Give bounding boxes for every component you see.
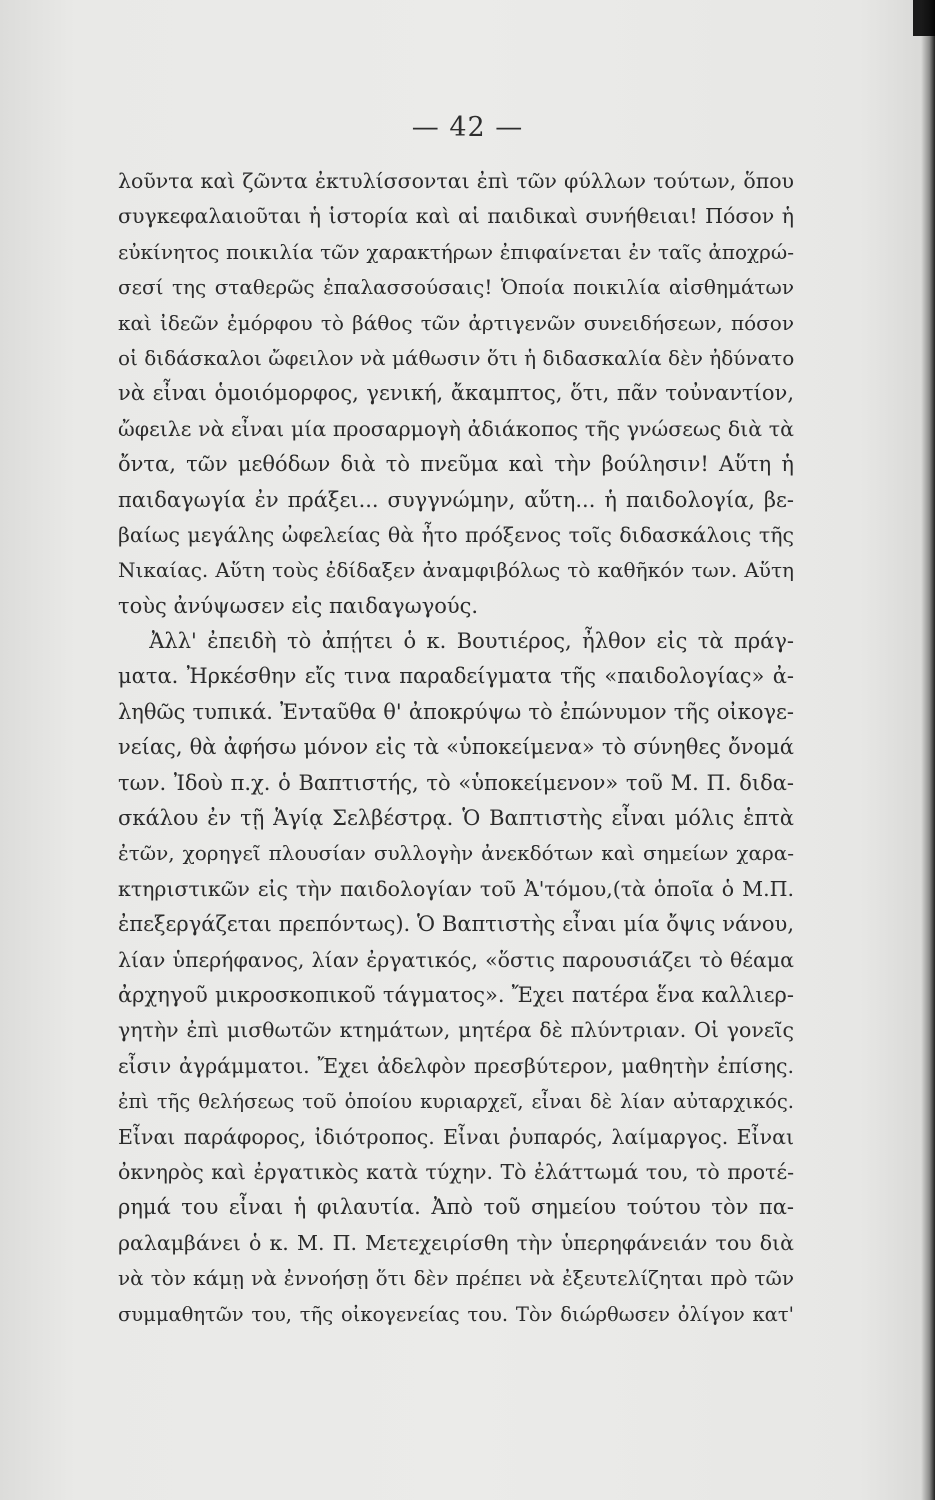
text-line: ἀρχηγοῦ μικροσκοπικοῦ τάγματος». Ἔχει πατέρα ἕνα καλλιερ- bbox=[118, 982, 794, 1007]
text-line: παιδαγωγία ἐν πράξει... συγγνώμην, αὕτη... ἡ παιδολογία, βε- bbox=[118, 487, 794, 512]
text-line: γητὴν ἐπὶ μισθωτῶν κτημάτων, μητέρα δὲ πλύντριαν. Οἱ γονεῖς bbox=[118, 1018, 794, 1043]
text-line: των. Ἰδοὺ π.χ. ὁ Βαπτιστής, τὸ «ὑποκείμενον» τοῦ Μ. Π. διδα- bbox=[118, 770, 794, 795]
text-line: οἱ διδάσκαλοι ὤφειλον νὰ μάθωσιν ὅτι ἡ διδασκαλία δὲν ἠδύνατο bbox=[118, 345, 794, 370]
text-line: λοῦντα καὶ ζῶντα ἐκτυλίσσονται ἐπὶ τῶν φύλλων τούτων, ὅπου bbox=[118, 169, 794, 193]
text-line: ματα. Ἠρκέσθην εἴς τινα παραδείγματα τῆς «παιδολογίας» ἀ- bbox=[118, 664, 794, 689]
text-line: εἶσιν ἀγράμματοι. Ἔχει ἀδελφὸν πρεσβύτερον, μαθητὴν ἐπίσης. bbox=[118, 1053, 794, 1078]
text-line: Νικαίας. Αὕτη τοὺς ἐδίδαξεν ἀναμφιβόλως τὸ καθῆκόν των. Αὕτη bbox=[118, 558, 794, 583]
text-line: βαίως μεγάλης ὠφελείας θὰ ἦτο πρόξενος τοῖς διδασκάλοις τῆς bbox=[118, 522, 794, 547]
text-line: καὶ ἰδεῶν ἐμόρφου τὸ βάθος τῶν ἀρτιγενῶν συνειδήσεων, πόσον bbox=[118, 310, 794, 335]
text-line: ληθῶς τυπικά. Ἐνταῦθα θ' ἀποκρύψω τὸ ἐπώνυμον τῆς οἰκογε- bbox=[118, 699, 794, 724]
text-line: συγκεφαλαιοῦται ἡ ἱστορία καὶ αἱ παιδικαὶ συνήθειαι! Πόσον ἡ bbox=[118, 204, 794, 229]
page-number: — 42 — bbox=[411, 112, 524, 143]
text-line: Ἀλλ' ἐπειδὴ τὸ ἀπῄτει ὁ κ. Βουτιέρος, ἦλθον εἰς τὰ πράγ- bbox=[118, 629, 794, 654]
text-line: ὄντα, τῶν μεθόδων διὰ τὸ πνεῦμα καὶ τὴν βούλησιν! Αὕτη ἡ bbox=[118, 452, 794, 477]
text-line: ἐτῶν, χορηγεῖ πλουσίαν συλλογὴν ἀνεκδότων καὶ σημείων χαρα- bbox=[118, 841, 794, 866]
text-line: εὐκίνητος ποικιλία τῶν χαρακτήρων ἐπιφαίνεται ἐν ταῖς ἀποχρώ- bbox=[118, 239, 794, 264]
text-line: ραλαμβάνει ὁ κ. Μ. Π. Μετεχειρίσθη τὴν ὑπερηφάνειάν του διὰ bbox=[118, 1230, 794, 1255]
text-line: συμμαθητῶν του, τῆς οἰκογενείας του. Τὸν διώρθωσεν ὀλίγον κατ' bbox=[118, 1302, 794, 1326]
text-line: κτηριστικῶν εἰς τὴν παιδολογίαν τοῦ Ἀ'τόμου,(τὰ ὁποῖα ὁ Μ.Π. bbox=[118, 876, 794, 901]
body-text bbox=[118, 164, 794, 1332]
text-line: ὀκνηρὸς καὶ ἐργατικὸς κατὰ τύχην. Τὸ ἐλάττωμά του, τὸ προτέ- bbox=[118, 1159, 794, 1184]
text-line: σκάλου ἐν τῇ Ἁγίᾳ Σελβέστρᾳ. Ὁ Βαπτιστὴς εἶναι μόλις ἑπτὰ bbox=[118, 806, 794, 831]
spine-shadow bbox=[921, 0, 935, 1500]
text-line: νὰ τὸν κάμῃ νὰ ἐννοήσῃ ὅτι δὲν πρέπει νὰ ἐξευτελίζηται πρὸ τῶν bbox=[118, 1266, 794, 1291]
text-line: νείας, θὰ ἀφήσω μόνον εἰς τὰ «ὑποκείμενα» τὸ σύνηθες ὄνομά bbox=[118, 735, 794, 760]
text-line: τοὺς ἀνύψωσεν εἰς παιδαγωγούς. bbox=[118, 593, 479, 618]
text-line: ἐπὶ τῆς θελήσεως τοῦ ὁποίου κυριαρχεῖ, εἶναι δὲ λίαν αὐταρχικός. bbox=[118, 1090, 794, 1114]
text-line: Εἶναι παράφορος, ἰδιότροπος. Εἶναι ῥυπαρός, λαίμαργος. Εἶναι bbox=[118, 1124, 794, 1149]
text-line: σεσί της σταθερῶς ἐπαλασσούσαις! Ὁποία ποικιλία αἰσθημάτων bbox=[118, 275, 794, 300]
text-line: λίαν ὑπερήφανος, λίαν ἐργατικός, «ὅστις παρουσιάζει τὸ θέαμα bbox=[118, 947, 794, 972]
text-line: ἐπεξεργάζεται πρεπόντως). Ὁ Βαπτιστὴς εἶναι μία ὄψις νάνου, bbox=[118, 912, 794, 937]
text-line: ὤφειλε νὰ εἶναι μία προσαρμογὴ ἀδιάκοπος τῆς γνώσεως διὰ τὰ bbox=[118, 416, 794, 441]
text-line: ρημά του εἶναι ἡ φιλαυτία. Ἀπὸ τοῦ σημείου τούτου τὸν πα- bbox=[118, 1195, 794, 1220]
text-line: νὰ εἶναι ὁμοιόμορφος, γενική, ἄκαμπτος, ὅτι, πᾶν τοὐναντίον, bbox=[118, 381, 794, 406]
